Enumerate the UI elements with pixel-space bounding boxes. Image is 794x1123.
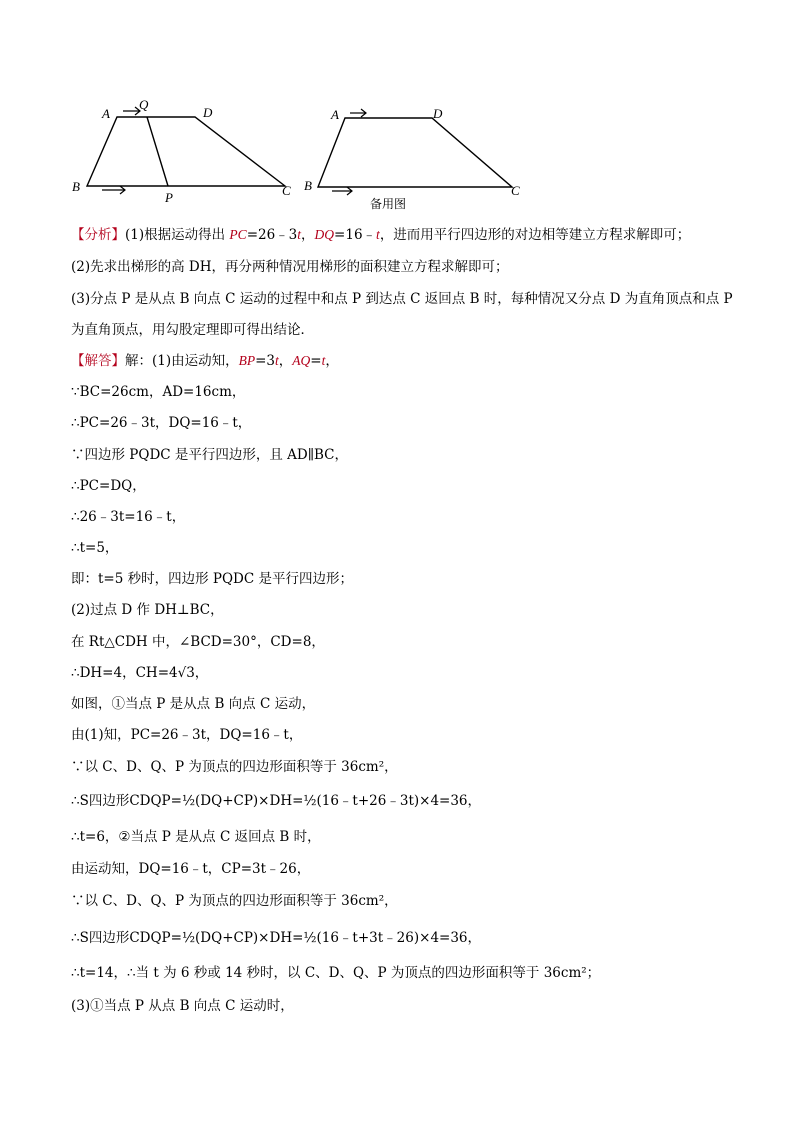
segment-pq: [147, 117, 168, 186]
label-c: C: [511, 183, 520, 198]
solution-line-20: ∴t=14，∴当 t 为 6 秒或 14 秒时，以 C、D、Q、P 为顶点的四边形面积等于 36cm²；: [71, 965, 601, 981]
solution-line-14: ∵以 C、D、Q、P 为顶点的四边形面积等于 36cm²，: [71, 759, 398, 775]
label-b: B: [72, 179, 80, 194]
solution-line-1: 【解答】解：(1)由运动知，BP=3t，AQ=t，: [71, 353, 339, 369]
label-p: P: [165, 190, 173, 205]
solution-line-19: ∴S四边形CDQP=½(DQ+CP)×DH=½(16﹣t+3t﹣26)×4=36，: [71, 930, 482, 946]
solution-line-6: ∴26﹣3t=16﹣t，: [71, 509, 186, 525]
solution-line-10: 在 Rt△CDH 中，∠BCD=30°，CD=8，: [71, 634, 325, 650]
solution-line-17: 由运动知，DQ=16﹣t，CP=3t﹣26，: [71, 861, 311, 877]
solution-line-2: ∵BC=26cm，AD=16cm，: [71, 384, 246, 400]
solution-line-5: ∴PC=DQ，: [71, 478, 146, 494]
solution-line-21: (3)①当点 P 从点 B 向点 C 运动时，: [71, 998, 294, 1014]
trapezoid-figure-main: [60, 95, 305, 210]
analysis-line-4: 为直角顶点，用勾股定理即可得出结论．: [71, 322, 314, 338]
solution-line-16: ∴t=6，②当点 P 是从点 C 返回点 B 时，: [71, 829, 321, 845]
label-a: A: [102, 106, 110, 121]
trapezoid-abcd-spare: [318, 118, 512, 187]
solution-line-13: 由(1)知，PC=26﹣3t，DQ=16﹣t，: [71, 727, 303, 743]
solution-line-18: ∵以 C、D、Q、P 为顶点的四边形面积等于 36cm²，: [71, 893, 398, 909]
solution-line-12: 如图，①当点 P 是从点 B 向点 C 运动，: [71, 696, 316, 712]
label-q: Q: [139, 97, 149, 112]
solution-line-9: (2)过点 D 作 DH⊥BC，: [71, 602, 224, 618]
solution-line-7: ∴t=5，: [71, 540, 119, 556]
figure-caption: 备用图: [370, 197, 407, 211]
label-c: C: [282, 183, 291, 198]
solution-line-11: ∴DH=4，CH=4√3，: [71, 665, 209, 681]
label-b: B: [304, 178, 312, 193]
solution-line-3: ∴PC=26﹣3t，DQ=16﹣t，: [71, 415, 252, 431]
solution-line-8: 即：t=5 秒时，四边形 PQDC 是平行四边形；: [71, 571, 354, 587]
label-a: A: [331, 107, 339, 122]
label-d: D: [203, 105, 213, 120]
solution-line-4: ∵四边形 PQDC 是平行四边形，且 AD∥BC，: [71, 447, 348, 463]
solution-line-15: ∴S四边形CDQP=½(DQ+CP)×DH=½(16﹣t+26﹣3t)×4=36，: [71, 793, 482, 809]
label-d: D: [433, 106, 443, 121]
analysis-line-3: (3)分点 P 是从点 B 向点 C 运动的过程中和点 P 到达点 C 返回点 B 时，每种情况又分点 D 为直角顶点和点 P: [71, 291, 733, 307]
trapezoid-abcd: [87, 117, 285, 186]
analysis-line-2: (2)先求出梯形的高 DH，再分两种情况用梯形的面积建立方程求解即可；: [71, 259, 509, 275]
analysis-line-1: 【分析】(1)根据运动得出 PC=26﹣3t，DQ=16﹣t，进而用平行四边形的对边相等建立方程求解即可；: [71, 227, 691, 243]
trapezoid-figure-spare: [300, 98, 535, 216]
